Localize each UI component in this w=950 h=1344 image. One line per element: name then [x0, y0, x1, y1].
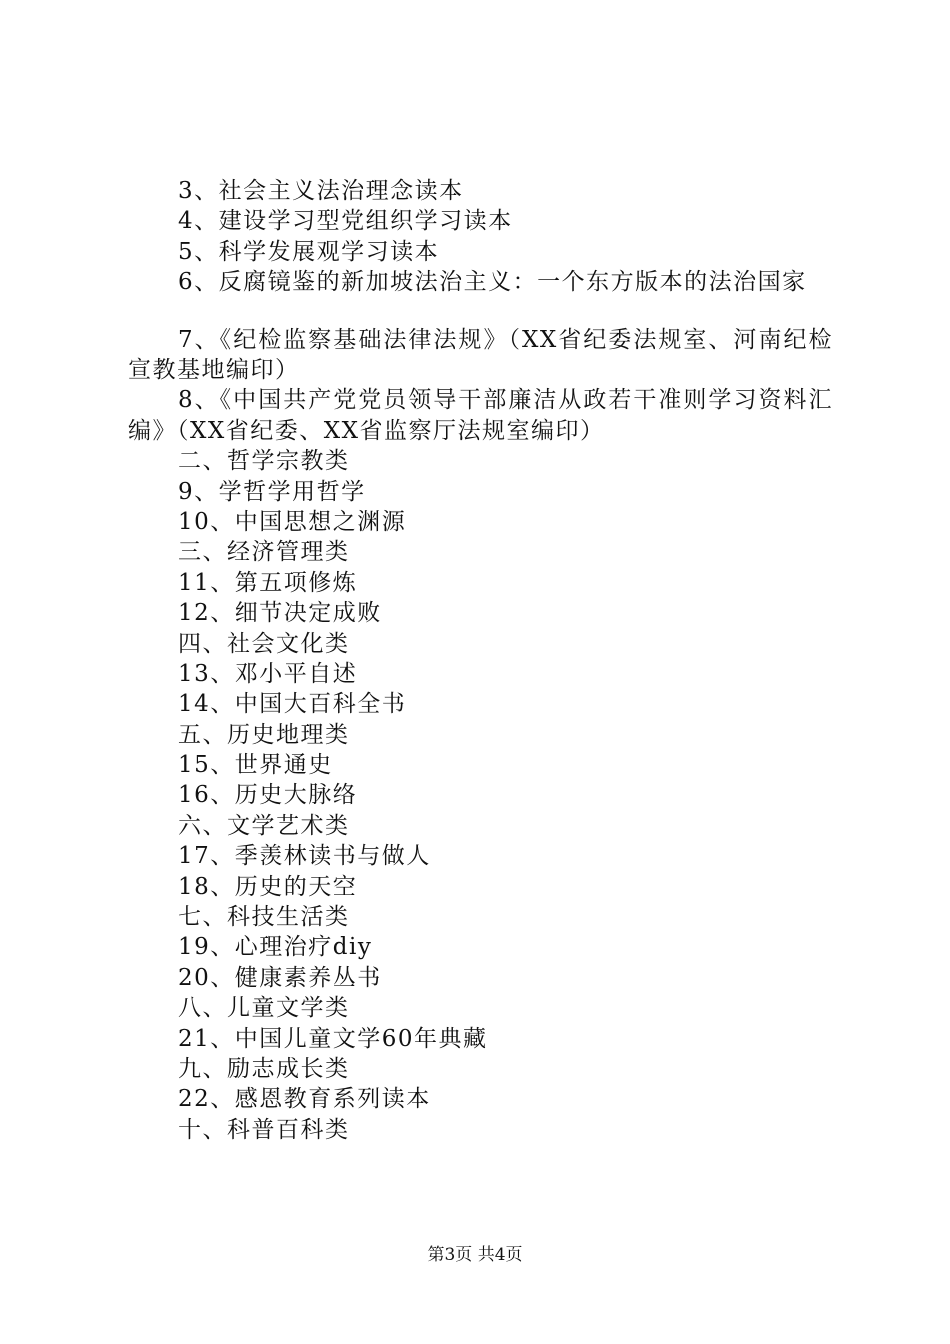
list-item: 19、心理治疗diy	[178, 934, 373, 961]
paragraph-gap	[128, 298, 833, 325]
list-item: 3、社会主义法治理念读本	[178, 178, 464, 204]
list-item: 16、历史大脉络	[178, 782, 358, 809]
list-item-paragraph: 7、《纪检监察基础法律法规》（XX省纪委法规室、河南纪检宣教基地编印）	[128, 326, 833, 383]
list-item: 11、第五项修炼	[178, 569, 358, 596]
list-item: 17、季羡林读书与做人	[178, 843, 431, 870]
page-footer: 第3页 共4页	[427, 1245, 523, 1265]
list-item-paragraph: 8、《中国共产党党员领导干部廉洁从政若干准则学习资料汇编》（XX省纪委、XX省监察厅法规室编印）	[128, 387, 833, 444]
list-item: 22、感恩教育系列读本	[178, 1086, 431, 1113]
list-item: 5、科学发展观学习读本	[178, 238, 440, 265]
list-item: 18、历史的天空	[178, 873, 358, 900]
list-item: 13、邓小平自述	[178, 660, 358, 687]
list-item: 12、细节决定成败	[178, 600, 382, 627]
list-item: 6、反腐镜鉴的新加坡法治主义：一个东方版本的法治国家	[178, 269, 807, 296]
category-heading: 九、励志成长类	[178, 1056, 350, 1082]
list-item: 20、健康素养丛书	[178, 964, 382, 991]
document-body	[128, 176, 833, 1145]
list-item: 10、中国思想之渊源	[178, 508, 407, 535]
category-heading: 六、文学艺术类	[178, 812, 350, 839]
list-item: 4、建设学习型党组织学习读本	[178, 208, 513, 235]
list-item: 14、中国大百科全书	[178, 691, 407, 718]
category-heading: 八、儿童文学类	[178, 995, 350, 1022]
list-item: 21、中国儿童文学60年典藏	[178, 1025, 488, 1052]
category-heading: 四、社会文化类	[178, 630, 350, 657]
category-heading: 十、科普百科类	[178, 1116, 350, 1143]
category-heading: 七、科技生活类	[178, 904, 350, 931]
category-heading: 三、经济管理类	[178, 539, 350, 566]
category-heading: 二、哲学宗教类	[178, 448, 350, 475]
list-item: 9、学哲学用哲学	[178, 478, 366, 505]
list-item: 15、世界通史	[178, 752, 333, 779]
category-heading: 五、历史地理类	[178, 721, 350, 748]
